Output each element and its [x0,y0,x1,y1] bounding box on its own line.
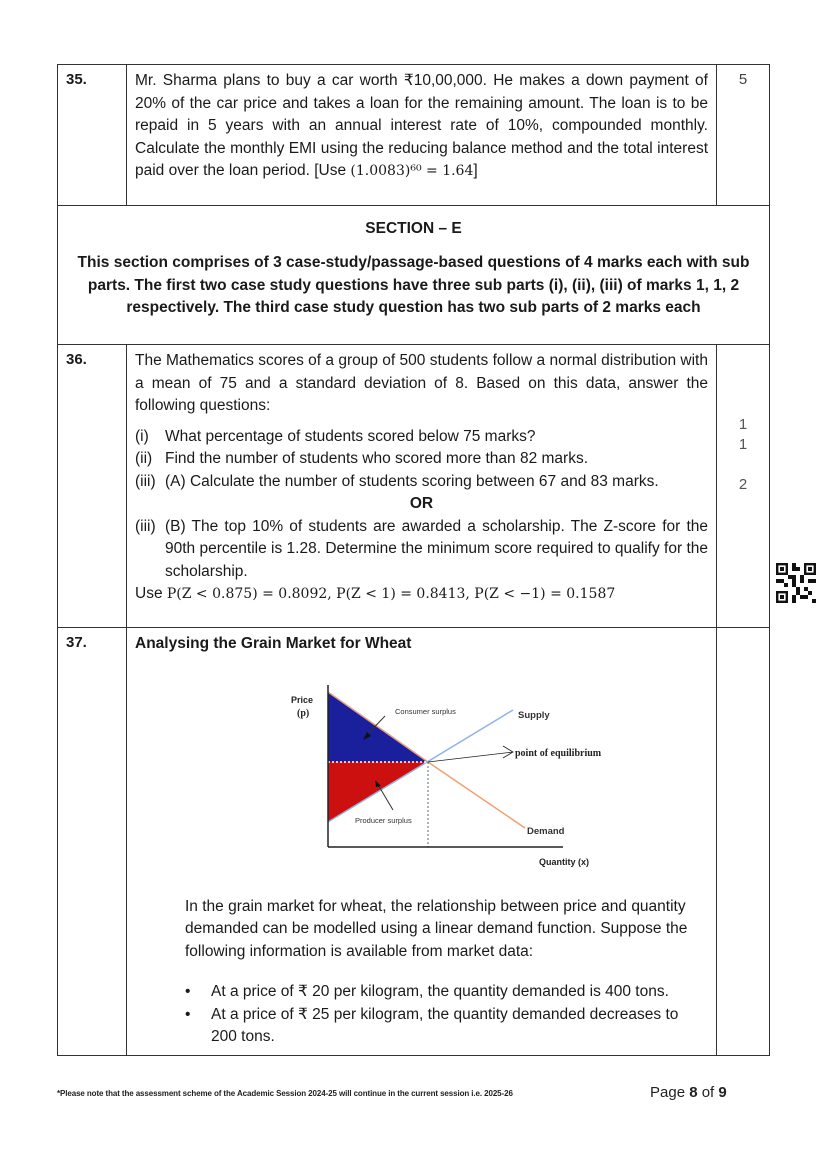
chart-svg [285,680,625,880]
given-values: Use P(Z < 0.875) = 0.8092, P(Z < 1) = 0.8413, P(Z < −1) = 0.1587 [135,585,616,602]
equilibrium-label: point of equilibrium [515,747,602,759]
math-expression: P(Z < 0.875) = 0.8092, P(Z < 1) = 0.8413, P(Z < −1) = 0.1587 [166,586,616,602]
market-data-list [135,981,708,1049]
marks-ii: 1 [738,436,748,453]
demand-line [428,762,525,828]
svg-text:(p): (p) [297,707,310,719]
question-text: Mr. Sharma plans to buy a car worth ₹10,00,000. He makes a down payment of 20% of the car price and takes a loan for the remaining amount. The loan is to be repaid in 5 years with an annual interest rate of 10%, compounded monthly. Calculate the monthly EMI using the reducing balance method and the total interest paid over the loan period. [Use (1.0083)⁶⁰ = 1.64] [127,65,717,206]
question-number: 36. [58,345,127,628]
list-item: • At a price of ₹ 25 per kilogram, the quantity demanded decreases to 200 tons. [185,1004,708,1049]
page-number: Page 8 of 9 [650,1084,727,1101]
case-study-title: Analysing the Grain Market for Wheat [135,635,412,652]
marks: 5 [717,65,770,206]
consumer-surplus-label: Consumer surplus [395,706,456,716]
or-separator: OR [409,495,434,512]
footer-note: *Please note that the assessment scheme of the Academic Session 2024-25 will continue in the current session i.e. 2025-26 [57,1089,513,1098]
math-expression: (1.0083)⁶⁰ = 1.64 [350,163,474,179]
question-number: 37. [58,628,127,1056]
section-header-row [58,206,770,345]
question-row-35 [58,65,770,206]
svg-text:Price: Price [291,694,314,705]
section-e [58,206,770,345]
case-passage: In the grain market for wheat, the relationship between price and quantity demanded can be modelled using a linear demand function. Suppose the following information is available from market data: [185,897,688,960]
question-row-37 [58,628,770,1056]
subpart-iii-a: (iii) (A) Calculate the number of students scoring between 67 and 83 marks. [135,472,659,490]
question-text [127,628,717,1056]
producer-surplus-label: Producer surplus [355,815,412,825]
question-table [57,64,770,1056]
supply-label: Supply [518,709,550,721]
section-title: SECTION – E [365,220,462,237]
question-number: 35. [58,65,127,206]
qr-code-icon [776,563,816,603]
question-text [127,345,717,628]
section-description: This section comprises of 3 case-study/passage-based questions of 4 marks each with sub parts. The first two case study questions have three sub parts (i), (ii), (iii) of marks 1, 1, 2 respectively. The third case study question has two sub parts of 2 marks each [77,254,750,316]
marks [717,628,770,1056]
subpart-i: (i) What percentage of students scored below 75 marks? [135,427,536,445]
subpart-iii-b: (iii) (B) The top 10% of students are awarded a scholarship. The Z-score for the 90th percentile is 1.28. Determine the minimum score required to qualify for the scholarship. [135,517,708,580]
supply-demand-chart [285,680,625,880]
x-axis-label: Quantity (x) [539,856,590,867]
subpart-ii: (ii) Find the number of students who scored more than 82 marks. [135,450,589,467]
question-intro: The Mathematics scores of a group of 500 students follow a normal distribution with a mean of 75 and a standard deviation of 8. Based on this data, answer the following questions: [135,352,708,414]
demand-label: Demand [527,825,565,837]
question-row-36 [58,345,770,628]
marks-iii: 2 [738,476,748,493]
marks-column [717,345,770,628]
list-item: • At a price of ₹ 20 per kilogram, the quantity demanded is 400 tons. [185,981,708,1004]
marks-i: 1 [738,416,748,433]
